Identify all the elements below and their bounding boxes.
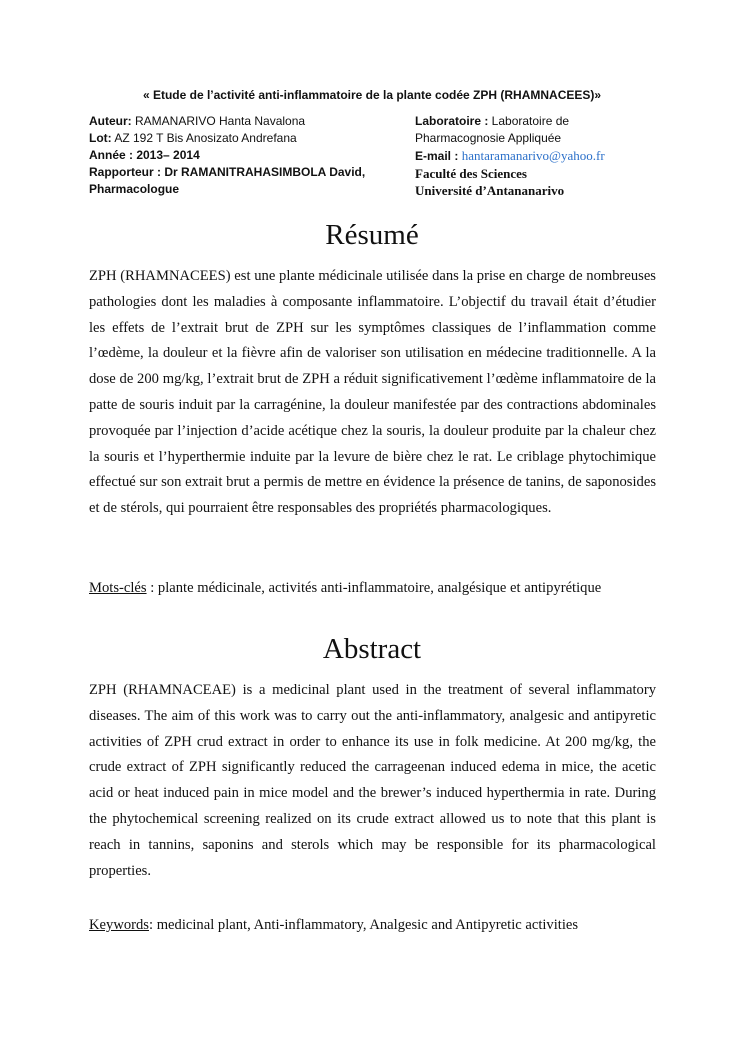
resume-keywords <box>89 578 689 598</box>
rapporteur-role: Pharmacologue <box>89 182 180 196</box>
resume-paragraph: ZPH (RHAMNACEES) est une plante médicinale utilisée dans la prise en charge de nombreuses pathologies dont les maladies à composante inflammatoire. L’objectif du travail était d’étudier les effets de l’extrait brut de ZPH sur les symptômes classiques de l’inflammation comme l’œdème, la douleur et la fièvre afin de valoriser son utilisation en médecine traditionnelle. A la dose de 200 mg/kg, l’extrait brut de ZPH a réduit significativement l’œdème inflammatoire de la patte de souris induit par la carragénine, la douleur manifestée par des contractions abdominales provoquée par l’injection d’acide acétique chez la souris, la douleur produite par la chaleur chez la souris et l’hyperthermie induite par la levure de bière chez le rat. Le criblage phytochimique effectué sur son extrait brut a permis de mettre en évidence la présence de tanins, de saponosides et de stérols, qui pourraient être responsables des propriétés pharmacologiques. <box>89 268 656 517</box>
lot-line <box>89 130 389 147</box>
laboratory-label: Laboratoire : <box>415 114 489 128</box>
institution-info-block <box>415 113 675 199</box>
email-line <box>415 147 675 165</box>
laboratory-line <box>415 113 675 130</box>
author-line <box>89 113 389 130</box>
abstract-keywords <box>89 915 689 935</box>
resume-heading: Résumé <box>325 219 419 251</box>
author-label: Auteur: <box>89 114 132 128</box>
resume-keywords-label: Mots-clés <box>89 580 147 596</box>
abstract-heading: Abstract <box>322 633 422 665</box>
resume-keywords-value: : plante médicinale, activités anti-inflammatoire, analgésique et antipyrétique <box>146 580 602 596</box>
laboratory-name: Pharmacognosie Appliquée <box>415 131 562 145</box>
abstract-keywords-label: Keywords <box>89 917 149 933</box>
rapporteur-line: Rapporteur : Dr RAMANITRAHASIMBOLA David, <box>89 165 366 179</box>
author-info-block <box>89 113 389 198</box>
author-value: RAMANARIVO Hanta Navalona <box>131 114 306 128</box>
lot-label: Lot: <box>89 131 112 145</box>
email-label: E-mail : <box>415 149 462 163</box>
abstract-keywords-value: : medicinal plant, Anti-inflammatory, Analgesic and Antipyretic activities <box>149 917 579 933</box>
university-line: Université d’Antananarivo <box>415 183 565 198</box>
lot-value: AZ 192 T Bis Anosizato Andrefana <box>111 131 297 145</box>
laboratory-value: Laboratoire de <box>488 114 570 128</box>
year-line: Année : 2013– 2014 <box>89 148 200 162</box>
document-title: « Etude de l’activité anti-inflammatoire de la plante codée ZPH (RHAMNACEES)» <box>142 88 602 102</box>
abstract-paragraph: ZPH (RHAMNACEAE) is a medicinal plant used in the treatment of several inflammatory diseases. The aim of this work was to carry out the anti-inflammatory, analgesic and antipyretic activities of ZPH crud extract in order to enhance its use in folk medicine. At 200 mg/kg, the crude extract of ZPH significantly reduced the carrageenan induced edema in mice, the acetic acid or heat induced pain in mice model and the brewer’s induced hyperthermia in rate. During the phytochemical screening realized on its crude extract allowed us to note that this plant is reach in tannins, saponins and sterols which may be responsible for its pharmacological properties. <box>89 682 656 879</box>
faculty-line: Faculté des Sciences <box>415 166 527 181</box>
email-link[interactable]: hantaramanarivo@yahoo.fr <box>461 148 605 163</box>
